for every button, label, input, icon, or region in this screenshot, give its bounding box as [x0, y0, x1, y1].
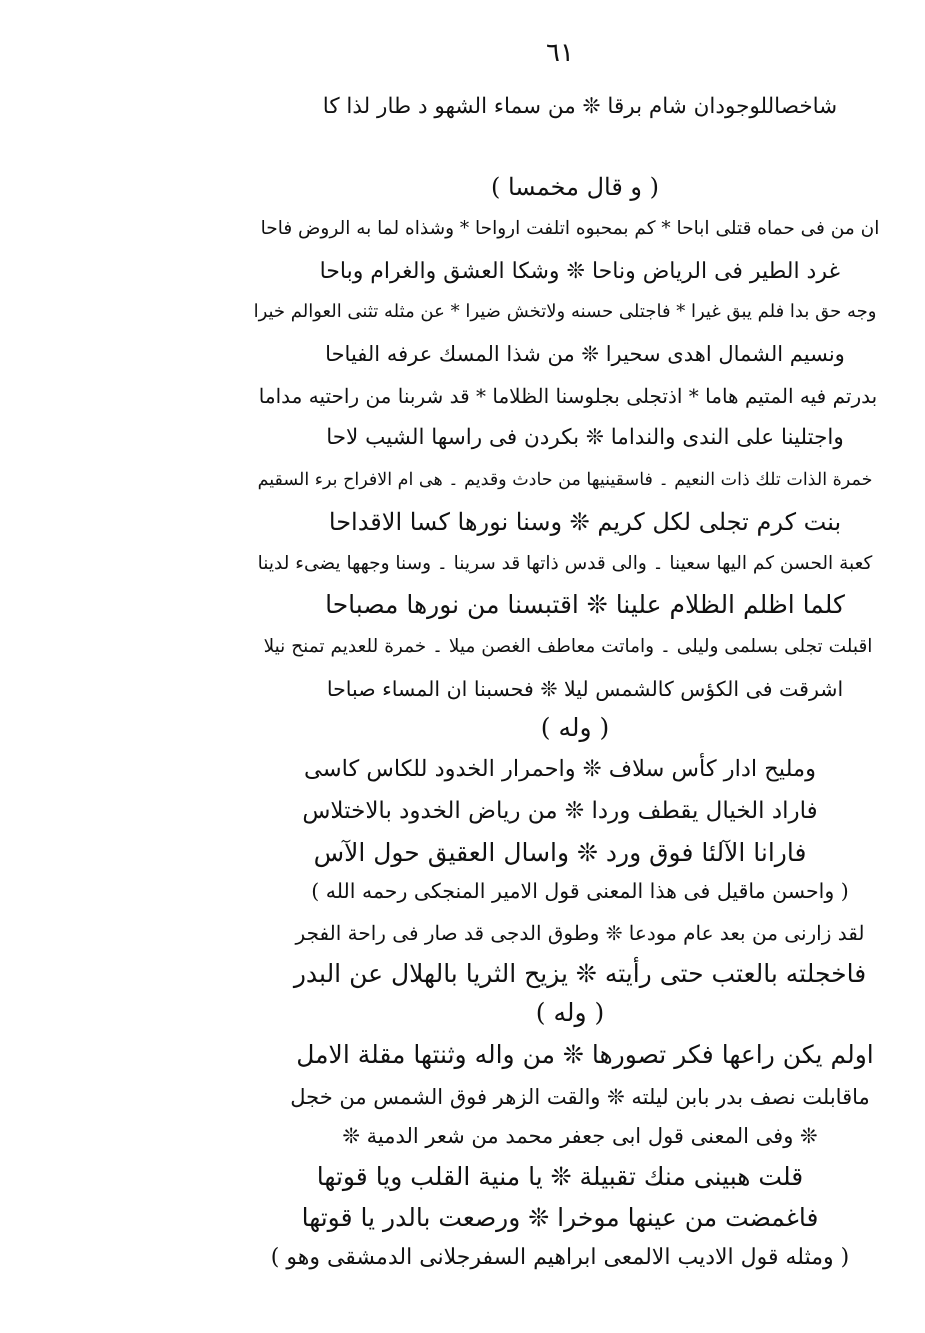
verse-line: وملیح ادار کأس سلاف ❊ واحمرار الخدود للکاس کاسی [304, 756, 816, 782]
verse-line: فاخجلته بالعتب حتی رأیته ❊ یزیح الثریا بالهلال عن البدر [293, 959, 867, 988]
verse-line: اولم یکن راعها فکر تصورها ❊ من واله وثنتها مقلة الامل [296, 1040, 874, 1069]
verse-line: فاغمضت من عینها موخرا ❊ ورصعت بالدر یا قوتها [301, 1203, 819, 1232]
verse-line: فاراد الخیال یقطف وردا ❊ من ریاض الخدود بالاختلاس [302, 798, 818, 824]
verse-line: فارانا الآلئا فوق ورد ❊ واسال العقیق حول الآس [313, 838, 807, 867]
verse-line: لقد زارنی من بعد عام مودعا ❊ وطوق الدجی قد صار فی راحة الفجر [295, 921, 865, 945]
verse-line: خمرة الذات تلك ذات النعیم ۔ فاسقینیها من حادث وقدیم ۔ هی ام الافراح برء السقیم [257, 470, 873, 490]
verse-line: وجه حق بدا فلم یبق غیرا * فاجتلی حسنه ولاتخش ضیرا * عن مثله تثنی العوالم خیرا [253, 301, 877, 322]
verse-line: بنت کرم تجلی لکل کریم ❊ وسنا نورها کسا الاقداحا [328, 508, 842, 536]
verse-line: کعبة الحسن کم الیها سعینا ۔ والی قدس ذاتها قد سرینا ۔ وسنا وجهها یضیء لدینا [257, 553, 873, 574]
verse-line: واجتلینا علی الندی والنداما ❊ بکردن فی راسها الشیب لاحا [326, 425, 844, 450]
section-heading: ❊ وفی المعنی قول ابی جعفر محمد من شعر الدمیة ❊ [342, 1124, 818, 1148]
verse-line: قلت هبینی منك تقبیلة ❊ یا منیة القلب ویا قوتها [316, 1162, 804, 1191]
verse-line: ونسیم الشمال اهدی سحیرا ❊ من شذا المسك عرفه الفیاحا [325, 342, 845, 366]
verse-line: ان من فی حماه قتلی اباحا * کم بمحبوه اتلفت ارواحا * وشذاه لما به الروض فاحا [260, 218, 880, 239]
verse-line: بدرتم فیه المتیم هاما * اذتجلی بجلوسنا الظلاما * قد شربنا من راحتیه مداما [258, 384, 878, 408]
section-heading: ( ومثله قول الادیب الالمعی ابراهیم السفرجلانی الدمشقی وهو ) [270, 1245, 850, 1270]
section-heading: ( وله ) [540, 713, 610, 742]
section-heading: ( وله ) [535, 998, 605, 1027]
page-number: ٦١ [546, 38, 574, 68]
verse-line: اقبلت تجلی بسلمی ولیلی ۔ واماتت معاطف الغصن میلا ۔ خمرة للعدیم تمنح نیلا [263, 636, 873, 657]
verse-line: اشرقت فی الکؤس کالشمس لیلا ❊ فحسبنا ان المساء صباحا [326, 677, 844, 701]
verse-line: ماقابلت نصف بدر بابن لیلته ❊ والقت الزهر فوق الشمس من خجل [290, 1085, 870, 1109]
section-heading: ( واحسن ماقیل فی هذا المعنی قول الامیر المنجکی رحمه الله ) [311, 879, 849, 903]
verse-line: کلما اظلم الظلام علینا ❊ اقتبسنا من نورها مصباحا [325, 590, 845, 619]
verse-line: غرد الطیر فی الریاض وناحا ❊ وشکا العشق والغرام وباحا [319, 259, 840, 284]
verse-line: شاخصاللوجودان شام برقا ❊ من سماء الشهو د طار لذا كا [322, 94, 838, 119]
section-heading: ( و قال مخمسا ) [491, 173, 659, 201]
